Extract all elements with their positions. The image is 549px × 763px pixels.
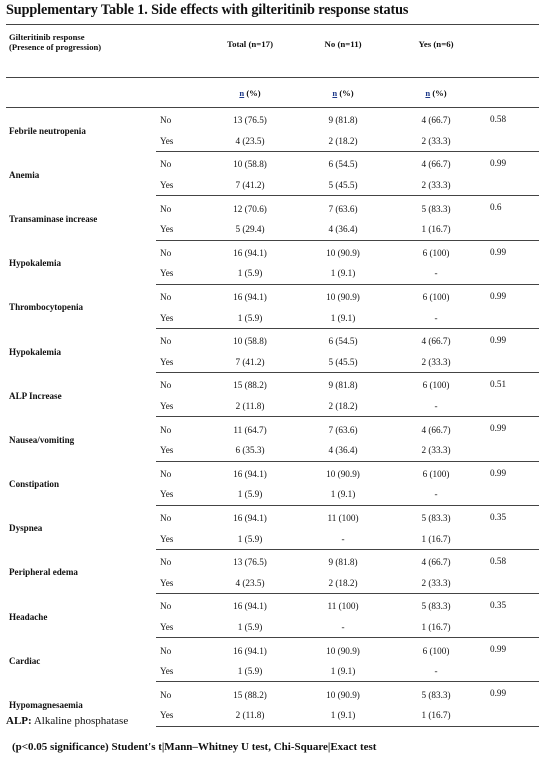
table-row xyxy=(6,152,539,175)
no-progression-value: 9 (81.8) xyxy=(328,380,358,391)
yes-progression-value: 4 (66.7) xyxy=(421,115,451,126)
response-label: Yes xyxy=(156,440,200,461)
total-value: 13 (76.5) xyxy=(233,115,267,126)
response-label: Yes xyxy=(156,705,200,726)
no-progression-value: 10 (90.9) xyxy=(326,292,360,303)
total-value: 1 (5.9) xyxy=(200,307,300,328)
p-value: 0.58 xyxy=(486,108,539,152)
yes-progression-value: 6 (100) xyxy=(422,645,450,656)
side-effect-name: Anemia xyxy=(9,169,40,180)
side-effect-name: Headache xyxy=(9,611,48,622)
table-row xyxy=(6,240,539,263)
no-progression-value: 1 (9.1) xyxy=(300,705,386,726)
side-effect-name: Nausea/vomiting xyxy=(9,434,75,445)
side-effect-name: Transaminase increase xyxy=(9,213,98,224)
yes-progression-value: - xyxy=(386,307,486,328)
no-progression-value: - xyxy=(300,617,386,638)
response-label: No xyxy=(160,336,172,347)
table-title: Supplementary Table 1. Side effects with gilteritinib response status xyxy=(6,2,409,18)
response-label: No xyxy=(160,557,172,568)
total-value: 16 (94.1) xyxy=(233,247,267,258)
total-value: 15 (88.2) xyxy=(233,380,267,391)
total-value: 4 (23.5) xyxy=(200,572,300,593)
no-progression-value: 9 (81.8) xyxy=(328,115,358,126)
total-value: 2 (11.8) xyxy=(200,396,300,417)
response-label: No xyxy=(160,512,172,523)
yes-progression-value: - xyxy=(386,396,486,417)
response-label: No xyxy=(160,380,172,391)
yes-progression-value: 1 (16.7) xyxy=(386,617,486,638)
response-label: Yes xyxy=(156,396,200,417)
side-effect-name: ALP Increase xyxy=(9,390,62,401)
side-effect-name: Hypomagnesaemia xyxy=(9,700,83,711)
no-progression-value: 6 (54.5) xyxy=(328,159,358,170)
response-label: Yes xyxy=(156,175,200,196)
yes-progression-value: 5 (83.3) xyxy=(421,601,451,612)
p-value: 0.99 xyxy=(486,284,539,328)
row-label-line1: Gilteritinib response xyxy=(9,32,85,42)
n-pct-header-total: n (%) xyxy=(200,78,300,108)
response-label: No xyxy=(160,115,172,126)
response-label: Yes xyxy=(156,131,200,152)
side-effect-name: Dyspnea xyxy=(9,523,43,534)
table-row xyxy=(6,638,539,661)
table-row xyxy=(6,328,539,351)
yes-progression-value: - xyxy=(386,484,486,505)
table-row xyxy=(6,373,539,396)
response-label: Yes xyxy=(156,528,200,549)
total-value: 16 (94.1) xyxy=(233,645,267,656)
no-progression-value: - xyxy=(300,528,386,549)
yes-progression-value: 4 (66.7) xyxy=(421,557,451,568)
response-label: Yes xyxy=(156,572,200,593)
no-progression-value: 2 (18.2) xyxy=(300,572,386,593)
statistics-note: (p<0.05 significance) Student's t|Mann–Whitney U test, Chi-Square|Exact test xyxy=(12,741,377,753)
response-label: No xyxy=(160,159,172,170)
total-value: 1 (5.9) xyxy=(200,661,300,682)
yes-progression-value: 2 (33.3) xyxy=(386,131,486,152)
side-effect-name: Hypokalemia xyxy=(9,346,62,357)
total-value: 1 (5.9) xyxy=(200,263,300,284)
yes-progression-value: 4 (66.7) xyxy=(421,159,451,170)
yes-column-header: Yes (n=6) xyxy=(386,25,486,78)
total-value: 1 (5.9) xyxy=(200,484,300,505)
p-value: 0.35 xyxy=(486,505,539,549)
p-value: 0.35 xyxy=(486,594,539,638)
header-row xyxy=(6,25,539,78)
yes-progression-value: 1 (16.7) xyxy=(386,528,486,549)
table-row xyxy=(6,196,539,219)
yes-progression-value: 5 (83.3) xyxy=(421,203,451,214)
p-value: 0.6 xyxy=(486,196,539,240)
response-label: No xyxy=(160,247,172,258)
response-label: No xyxy=(160,645,172,656)
response-label: Yes xyxy=(156,219,200,240)
total-value: 15 (88.2) xyxy=(233,689,267,700)
yes-progression-value: 4 (66.7) xyxy=(421,336,451,347)
total-value: 7 (41.2) xyxy=(200,352,300,373)
side-effect-name: Constipation xyxy=(9,479,60,490)
no-progression-value: 11 (100) xyxy=(327,601,359,612)
yes-progression-value: 2 (33.3) xyxy=(386,352,486,373)
yes-progression-value: 5 (83.3) xyxy=(421,512,451,523)
response-label: Yes xyxy=(156,661,200,682)
yes-progression-value: 1 (16.7) xyxy=(386,219,486,240)
no-progression-value: 10 (90.9) xyxy=(326,468,360,479)
total-value: 16 (94.1) xyxy=(233,292,267,303)
no-progression-value: 7 (63.6) xyxy=(328,424,358,435)
yes-progression-value: 6 (100) xyxy=(422,247,450,258)
no-progression-value: 9 (81.8) xyxy=(328,557,358,568)
response-label: Yes xyxy=(156,484,200,505)
total-value: 6 (35.3) xyxy=(200,440,300,461)
side-effect-name: Febrile neutropenia xyxy=(9,125,86,136)
total-value: 13 (76.5) xyxy=(233,557,267,568)
yes-progression-value: 5 (83.3) xyxy=(421,689,451,700)
table-row xyxy=(6,682,539,705)
response-label: Yes xyxy=(156,263,200,284)
total-value: 11 (64.7) xyxy=(233,424,267,435)
side-effects-table xyxy=(6,24,539,727)
total-value: 7 (41.2) xyxy=(200,175,300,196)
response-label: No xyxy=(160,601,172,612)
total-value: 4 (23.5) xyxy=(200,131,300,152)
side-effect-name: Thrombocytopenia xyxy=(9,302,84,313)
no-progression-value: 5 (45.5) xyxy=(300,352,386,373)
no-progression-value: 1 (9.1) xyxy=(300,484,386,505)
no-progression-value: 6 (54.5) xyxy=(328,336,358,347)
no-progression-value: 10 (90.9) xyxy=(326,689,360,700)
total-value: 2 (11.8) xyxy=(200,705,300,726)
response-label: No xyxy=(160,689,172,700)
no-progression-value: 4 (36.4) xyxy=(300,440,386,461)
no-progression-value: 2 (18.2) xyxy=(300,131,386,152)
p-value: 0.51 xyxy=(486,373,539,417)
no-progression-value: 10 (90.9) xyxy=(326,247,360,258)
no-progression-value: 4 (36.4) xyxy=(300,219,386,240)
table-row xyxy=(6,461,539,484)
subheader-row xyxy=(6,78,539,108)
table-body xyxy=(6,108,539,727)
total-value: 16 (94.1) xyxy=(233,468,267,479)
total-value: 1 (5.9) xyxy=(200,528,300,549)
side-effect-name: Hypokalemia xyxy=(9,258,62,269)
total-value: 10 (58.8) xyxy=(233,336,267,347)
response-label: Yes xyxy=(156,352,200,373)
total-value: 16 (94.1) xyxy=(233,601,267,612)
p-value: 0.99 xyxy=(486,328,539,372)
p-value: 0.58 xyxy=(486,549,539,593)
yes-progression-value: 2 (33.3) xyxy=(386,175,486,196)
no-progression-value: 1 (9.1) xyxy=(300,263,386,284)
total-value: 12 (70.6) xyxy=(233,203,267,214)
no-progression-value: 1 (9.1) xyxy=(300,307,386,328)
no-column-header: No (n=11) xyxy=(300,25,386,78)
table-row xyxy=(6,108,539,131)
p-value: 0.99 xyxy=(486,682,539,726)
side-effect-name: Cardiac xyxy=(9,655,41,666)
yes-progression-value: - xyxy=(386,263,486,284)
table-row xyxy=(6,594,539,617)
no-progression-value: 1 (9.1) xyxy=(300,661,386,682)
p-value: 0.99 xyxy=(486,240,539,284)
abbreviation-note: ALP: Alkaline phosphatase xyxy=(6,715,129,727)
response-label: No xyxy=(160,292,172,303)
no-progression-value: 5 (45.5) xyxy=(300,175,386,196)
yes-progression-value: 6 (100) xyxy=(422,292,450,303)
table-row xyxy=(6,549,539,572)
no-progression-value: 7 (63.6) xyxy=(328,203,358,214)
response-label: No xyxy=(160,203,172,214)
p-value: 0.99 xyxy=(486,638,539,682)
total-column-header: Total (n=17) xyxy=(200,25,300,78)
total-value: 10 (58.8) xyxy=(233,159,267,170)
p-value: 0.99 xyxy=(486,152,539,196)
p-value: 0.99 xyxy=(486,417,539,461)
n-pct-header-yes: n (%) xyxy=(386,78,486,108)
yes-progression-value: 6 (100) xyxy=(422,468,450,479)
yes-progression-value: 1 (16.7) xyxy=(386,705,486,726)
table-row xyxy=(6,417,539,440)
response-label: No xyxy=(160,468,172,479)
yes-progression-value: - xyxy=(386,661,486,682)
response-label: Yes xyxy=(156,617,200,638)
total-value: 1 (5.9) xyxy=(200,617,300,638)
yes-progression-value: 2 (33.3) xyxy=(386,572,486,593)
no-progression-value: 2 (18.2) xyxy=(300,396,386,417)
yes-progression-value: 2 (33.3) xyxy=(386,440,486,461)
row-label-header xyxy=(6,25,200,78)
table-row xyxy=(6,284,539,307)
yes-progression-value: 4 (66.7) xyxy=(421,424,451,435)
row-label-line2: (Presence of progression) xyxy=(9,42,102,52)
p-value: 0.99 xyxy=(486,461,539,505)
total-value: 16 (94.1) xyxy=(233,512,267,523)
n-pct-header-no: n (%) xyxy=(300,78,386,108)
total-value: 5 (29.4) xyxy=(200,219,300,240)
response-label: No xyxy=(160,424,172,435)
side-effect-name: Peripheral edema xyxy=(9,567,78,578)
no-progression-value: 11 (100) xyxy=(327,512,359,523)
no-progression-value: 10 (90.9) xyxy=(326,645,360,656)
response-label: Yes xyxy=(156,307,200,328)
table-row xyxy=(6,505,539,528)
yes-progression-value: 6 (100) xyxy=(422,380,450,391)
